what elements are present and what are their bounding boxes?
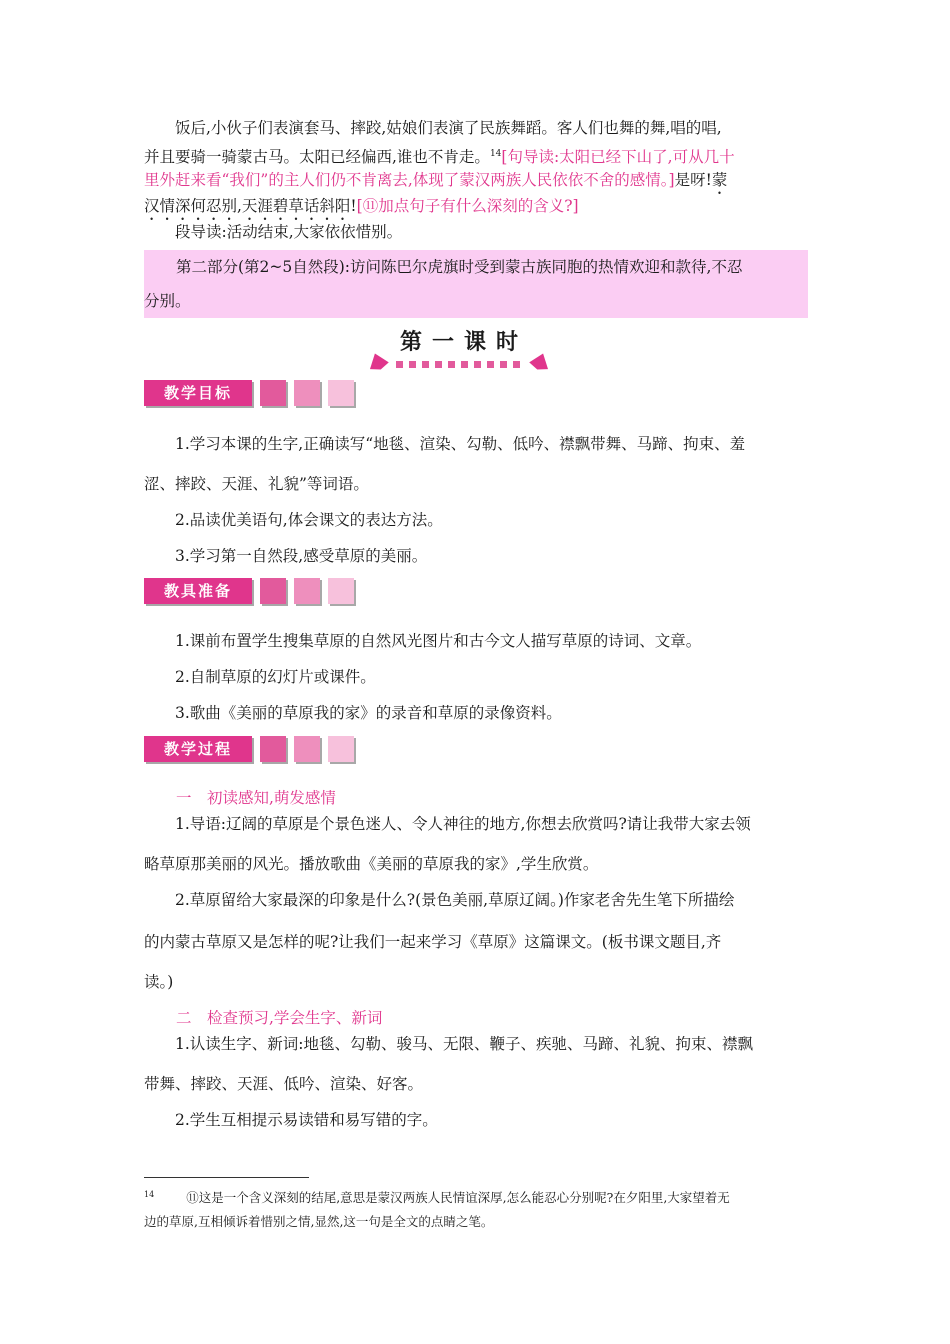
title-decoration <box>366 350 552 372</box>
goal-item: 1.学习本课的生字,正确读写“地毯、渲染、勾勒、低吟、襟飘带舞、马蹄、拘束、羞 <box>175 435 746 453</box>
footnote-ref: 14 <box>489 149 502 159</box>
intro-line-3: 里外赶来看“我们”的主人们仍不肯离去,体现了蒙汉两族人民依依不舍的感情。]是呀!蒙 <box>144 171 728 189</box>
intro-line-4: 汉情深何忍别,天涯碧草话斜阳![⑪加点句子有什么深刻的含义?] <box>144 197 579 215</box>
prep-item: 3.歌曲《美丽的草原我的家》的录音和草原的录像资料。 <box>175 704 562 722</box>
deco-square <box>260 578 286 604</box>
footnote-mark: 14 <box>144 1190 155 1199</box>
step-2-title: 二 检查预习,学会生字、新词 <box>176 1009 383 1027</box>
lesson-title: 第一课时 <box>400 330 529 355</box>
step-1-line: 读。) <box>144 973 174 991</box>
question-11: [⑪加点句子有什么深刻的含义?] <box>356 197 579 215</box>
step-1-line: 的内蒙古草原又是怎样的呢?让我们一起来学习《草原》这篇课文。(板书课文题目,齐 <box>144 933 722 951</box>
footnote: $^{14}$ ⑪这是一个含义深刻的结尾,意思是蒙汉两族人民情谊深厚,怎么能忍心分别呢?在夕阳里,大家望着无 边的草原,互相倾诉着惜别之情,显然,这一句是全文的点睛之笔。 <box>144 1190 730 1230</box>
step-2-line: 带舞、摔跤、天涯、低吟、渲染、好客。 <box>144 1075 424 1093</box>
deco-square <box>294 578 320 604</box>
deco-square <box>260 380 286 406</box>
deco-square <box>260 736 286 762</box>
section-label: 教具准备 <box>144 578 252 604</box>
step-2-line: 2.学生互相提示易读错和易写错的字。 <box>175 1111 438 1129</box>
goal-item: 3.学习第一自然段,感受草原的美丽。 <box>175 547 428 565</box>
step-1-line: 略草原那美丽的风光。播放歌曲《美丽的草原我的家》,学生欣赏。 <box>144 855 599 873</box>
footnote-divider <box>144 1177 309 1178</box>
goal-item: 2.品读优美语句,体会课文的表达方法。 <box>175 511 443 529</box>
deco-square <box>328 578 354 604</box>
deco-square <box>328 380 354 406</box>
goal-item: 涩、摔跤、天涯、礼貌”等词语。 <box>144 475 369 493</box>
step-1-line: 2.草原留给大家最深的印象是什么?(景色美丽,草原辽阔。)作家老舍先生笔下所描绘 <box>175 891 735 909</box>
prep-item: 1.课前布置学生搜集草原的自然风光图片和古今文人描写草原的诗词、文章。 <box>175 632 702 650</box>
step-2-line: 1.认读生字、新词:地毯、勾勒、骏马、无限、鞭子、疾驰、马蹄、礼貌、拘束、襟飘 <box>175 1035 754 1053</box>
step-1-title: 一 初读感知,萌发感情 <box>176 789 336 807</box>
intro-line-1: 饭后,小伙子们表演套马、摔跤,姑娘们表演了民族舞蹈。客人们也舞的舞,唱的唱, <box>175 119 722 137</box>
part-two-summary: 第二部分(第2~5自然段):访问陈巴尔虎旗时受到蒙古族同胞的热情欢迎和款待,不忍 分别。 <box>144 250 808 318</box>
dotted-sentence: 蒙 <box>711 171 728 189</box>
deco-square <box>328 736 354 762</box>
prep-item: 2.自制草原的幻灯片或课件。 <box>175 668 376 686</box>
section-label: 教学目标 <box>144 380 252 406</box>
paragraph-guide: 段导读:活动结束,大家依依惜别。 <box>175 223 403 241</box>
deco-square <box>294 736 320 762</box>
section-label: 教学过程 <box>144 736 252 762</box>
step-1-line: 1.导语:辽阔的草原是个景色迷人、令人神往的地方,你想去欣赏吗?请让我带大家去领 <box>175 815 751 833</box>
deco-square <box>294 380 320 406</box>
intro-line-2: 并且要骑一骑蒙古马。太阳已经偏西,谁也不肯走。$^{14}$[句导读:太阳已经下山了,可从几十 <box>144 148 735 167</box>
sentence-guide: [句导读:太阳已经下山了,可从几十 <box>501 148 735 167</box>
